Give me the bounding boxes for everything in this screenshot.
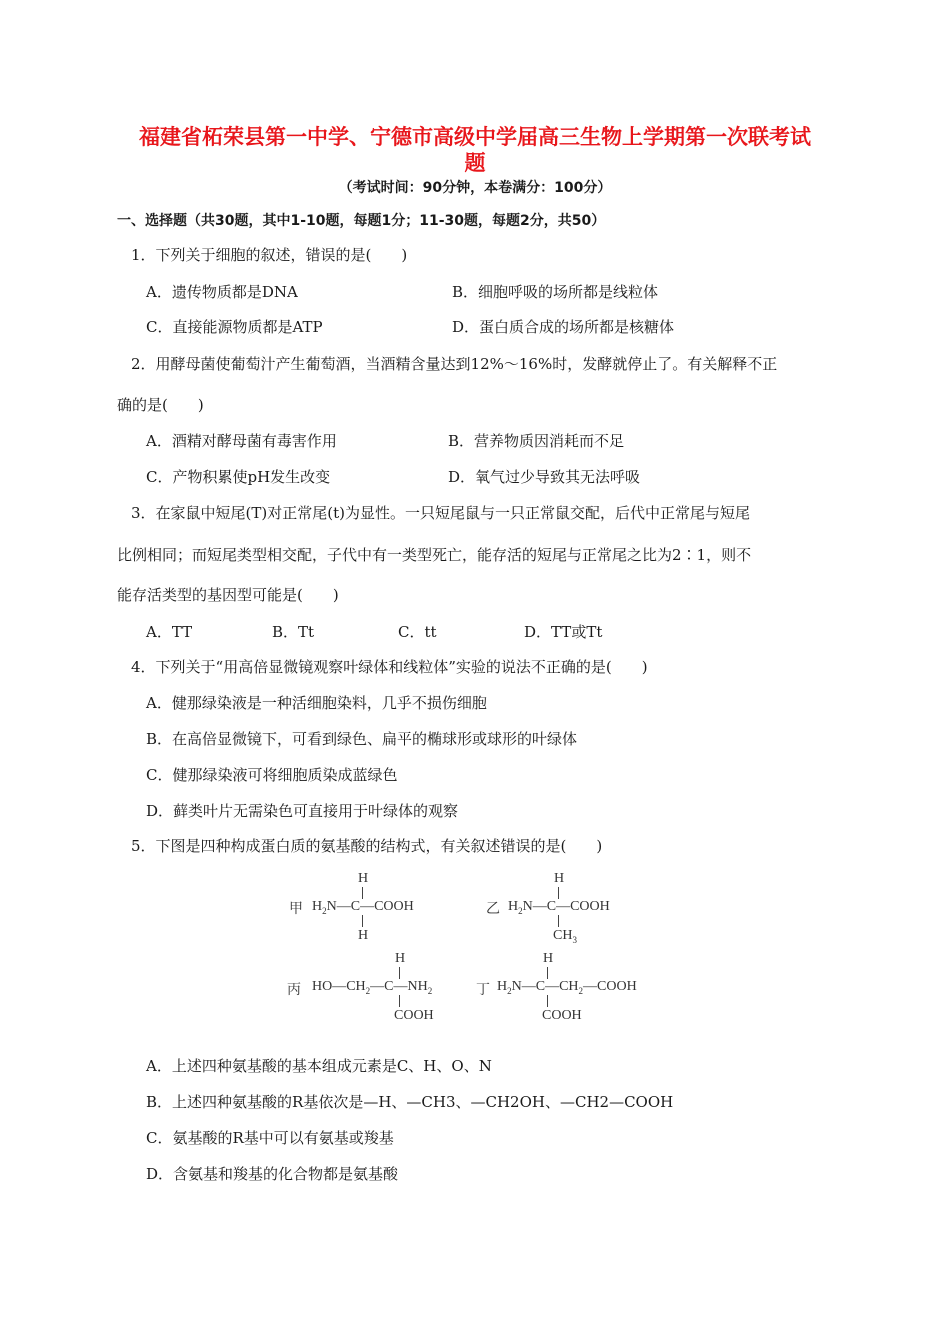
question-1-option-a: A．遗传物质都是DNA <box>146 283 298 301</box>
question-4-option-c: C．健那绿染液可将细胞质染成蓝绿色 <box>146 766 398 784</box>
jia-h-bottom: H <box>358 928 369 943</box>
question-4-option-a: A．健那绿染液是一种活细胞染料，几乎不损伤细胞 <box>146 694 487 712</box>
yi-formula: $H_2N—C—COOH$ <box>508 899 610 916</box>
bing-formula: $HO—CH_2—C—NH_2$ <box>312 979 433 996</box>
question-3-stem: 3．在家鼠中短尾(T)对正常尾(t)为显性。一只短尾鼠与一只正常鼠交配，后代中正常尾与短尾 <box>131 504 750 522</box>
question-4-stem: 4．下列关于“用高倍显微镜观察叶绿体和线粒体”实验的说法不正确的是( ) <box>131 658 648 676</box>
question-1-stem: 1．下列关于细胞的叙述，错误的是( ) <box>131 246 408 264</box>
question-1-option-b: B．细胞呼吸的场所都是线粒体 <box>452 283 659 301</box>
question-5-option-a: A．上述四种氨基酸的基本组成元素是C、H、O、N <box>146 1057 492 1075</box>
question-3-option-c: C．tt <box>398 623 437 641</box>
figure-label-bing: 丙 <box>287 982 301 998</box>
figure-label-ding: 丁 <box>476 982 490 998</box>
question-5-option-b: B．上述四种氨基酸的R基依次是—H、—CH3、—CH2OH、—CH2—COOH <box>146 1093 674 1111</box>
question-2-option-c: C．产物积累使pH发生改变 <box>146 468 331 486</box>
exam-info: （考试时间：90分钟，本卷满分：100分） <box>338 180 612 196</box>
ding-formula: $H_2N—C—CH_2—COOH$ <box>497 979 637 996</box>
figure-label-jia: 甲 <box>289 901 303 917</box>
page-title: 福建省柘荣县第一中学、宁德市高级中学届高三生物上学期第一次联考试 <box>139 125 811 149</box>
question-5-option-c: C．氨基酸的R基中可以有氨基或羧基 <box>146 1129 394 1147</box>
jia-h-top: H <box>358 871 369 886</box>
question-3-option-d: D．TT或Tt <box>524 623 603 641</box>
bing-cooh: COOH <box>394 1008 434 1023</box>
question-2-option-b: B．营养物质因消耗而不足 <box>448 432 625 450</box>
question-2-stem: 2．用酵母菌使葡萄汁产生葡萄酒，当酒精含量达到12%～16%时，发酵就停止了。有关解释不正 <box>131 355 778 373</box>
figure-label-yi: 乙 <box>486 901 500 917</box>
ding-cooh: COOH <box>542 1008 582 1023</box>
question-2-option-d: D．氧气过少导致其无法呼吸 <box>448 468 641 486</box>
section-heading: 一、选择题（共30题，其中1-10题，每题1分；11-30题，每题2分，共50） <box>117 213 606 229</box>
question-4-option-b: B．在高倍显微镜下，可看到绿色、扁平的椭球形或球形的叶绿体 <box>146 730 578 748</box>
question-3-option-a: A．TT <box>146 623 193 641</box>
question-2-stem-continued: 确的是( ) <box>117 396 204 414</box>
yi-h-top: H <box>554 871 565 886</box>
jia-formula: $H_2N—C—COOH$ <box>312 899 414 916</box>
yi-r-group: $CH_3$ <box>553 928 577 945</box>
page-title-continued: 题 <box>464 151 486 175</box>
bing-h-top: H <box>395 951 406 966</box>
ding-h-top: H <box>543 951 554 966</box>
question-4-option-d: D．藓类叶片无需染色可直接用于叶绿体的观察 <box>146 802 459 820</box>
question-1-option-c: C．直接能源物质都是ATP <box>146 318 323 336</box>
question-5-option-d: D．含氨基和羧基的化合物都是氨基酸 <box>146 1165 399 1183</box>
question-5-stem: 5．下图是四种构成蛋白质的氨基酸的结构式，有关叙述错误的是( ) <box>131 837 603 855</box>
question-1-option-d: D．蛋白质合成的场所都是核糖体 <box>452 318 675 336</box>
question-3-option-b: B．Tt <box>272 623 315 641</box>
question-3-stem-line3: 能存活类型的基因型可能是( ) <box>117 586 339 604</box>
question-3-stem-line2: 比例相同；而短尾类型相交配，子代中有一类型死亡，能存活的短尾与正常尾之比为2∶1，则不 <box>117 546 752 564</box>
question-2-option-a: A．酒精对酵母菌有毒害作用 <box>146 432 337 450</box>
